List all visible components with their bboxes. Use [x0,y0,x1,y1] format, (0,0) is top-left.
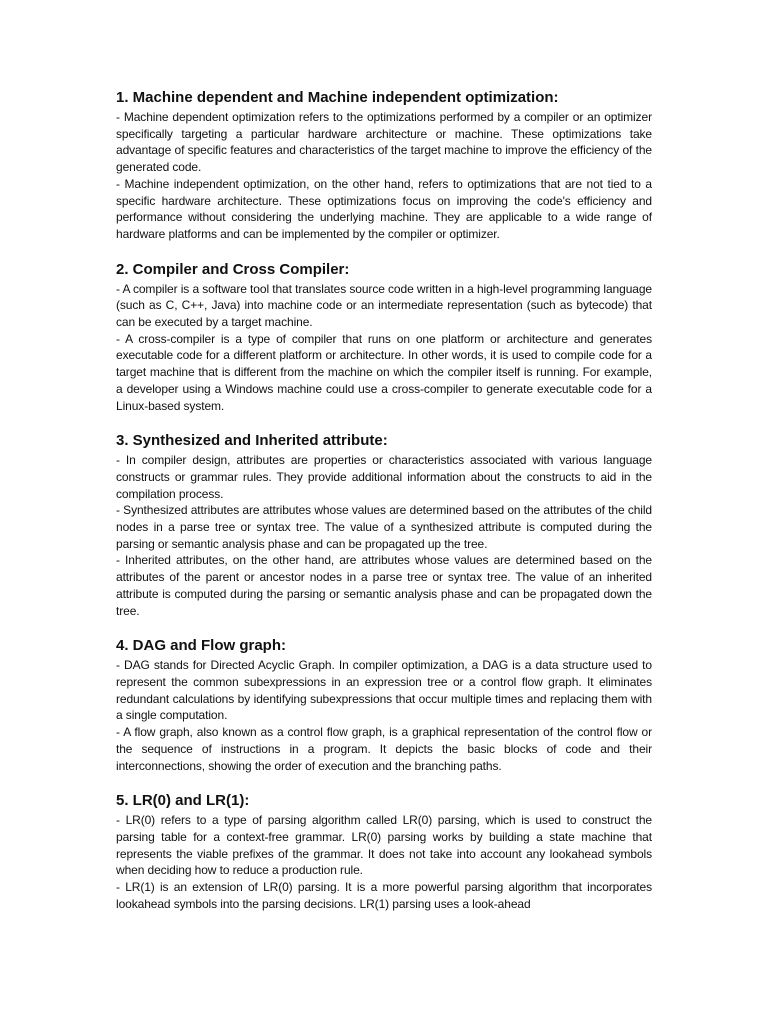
section-heading: 3. Synthesized and Inherited attribute: [116,432,388,450]
section-machine-optimization [116,88,652,243]
section-dag-flow-graph [116,636,652,774]
section-heading: 2. Compiler and Cross Compiler: [116,260,350,278]
paragraph: - Inherited attributes, on the other hand, are attributes whose values are determined based on the attributes of the parent or ancestor nodes in a parse tree or syntax tree. The value of an inherited attribute is computed during the parsing or semantic analysis phase and can be propagated down the tree. [116,553,652,618]
paragraph: - LR(0) refers to a type of parsing algorithm called LR(0) parsing, which is used to construct the parsing table for a context-free grammar. LR(0) parsing works by building a state machine that represents the viable prefixes of the grammar. It does not take into account any lookahead symbols when deciding how to reduce a production rule. [116,813,652,878]
paragraph: - A compiler is a software tool that translates source code written in a high-level programming language (such as C, C++, Java) into machine code or an intermediate representation (such as bytecode) that can be executed by a target machine. [116,281,652,330]
section-compiler-cross-compiler [116,260,652,415]
paragraph: - Machine dependent optimization refers to the optimizations performed by a compiler or an optimizer specifically targeting a particular hardware architecture or machine. These optimizations take advantage of specific features and characteristics of the target machine to improve the efficiency of the generated code. [116,110,652,175]
section-heading: 1. Machine dependent and Machine independent optimization: [116,89,559,106]
paragraph: - In compiler design, attributes are properties or characteristics associated with various language constructs or grammar rules. They provide additional information about the constructs to aid in the compilation process. [116,453,652,501]
paragraph: - A cross-compiler is a type of compiler that runs on one platform or architecture and generates executable code for a different platform or architecture. In other words, it is used to compile code for a target machine that is different from the machine on which the compiler itself is running. For example, a developer using a Windows machine could use a cross-compiler to generate executable code for a Linux-based system. [116,331,652,413]
paragraph: - LR(1) is an extension of LR(0) parsing. It is a more powerful parsing algorithm that incorporates lookahead symbols into the parsing decisions. LR(1) parsing uses a look-ahead [116,880,652,911]
section-heading: 4. DAG and Flow graph: [116,637,287,655]
paragraph: - A flow graph, also known as a control flow graph, is a graphical representation of the control flow or the sequence of instructions in a program. It depicts the basic blocks of code and their interconnections, showing the order of execution and the branching paths. [116,725,652,773]
section-heading: 5. LR(0) and LR(1): [116,792,250,810]
paragraph: - Machine independent optimization, on the other hand, refers to optimizations that are not tied to a specific hardware architecture. These optimizations focus on improving the code's efficiency and performance without considering the underlying machine. They are applicable to a wide range of hardware platforms and can be implemented by the compiler or optimizer. [116,176,652,241]
paragraph: - Synthesized attributes are attributes whose values are determined based on the attributes of the child nodes in a parse tree or syntax tree. The value of a synthesized attribute is computed during the parsing or semantic analysis phase and can be propagated up the tree. [116,503,652,551]
section-lr0-lr1 [116,791,652,941]
section-attributes [116,431,652,619]
paragraph: - DAG stands for Directed Acyclic Graph. In compiler optimization, a DAG is a data structure used to represent the common subexpressions in an expression tree or a control flow graph. It eliminates redundant calculations by identifying subexpressions that occur multiple times and replacing them with a single computation. [116,658,652,723]
document-page [116,88,652,958]
